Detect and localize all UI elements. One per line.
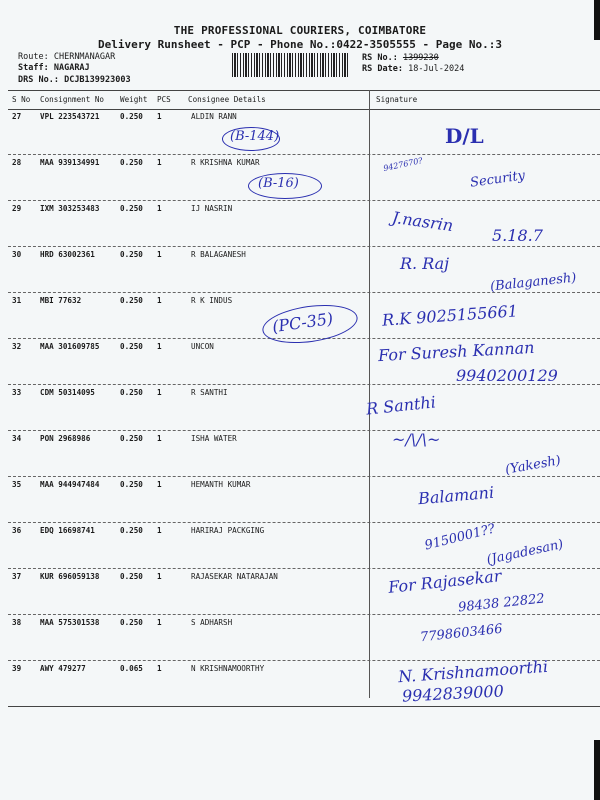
row-weight: 0.250 [120,388,143,397]
row-weight: 0.250 [120,618,143,627]
handwritten-note: For Suresh Kannan [377,337,535,366]
row-sno: 27 [12,112,22,121]
handwritten-note: (Yakesh) [504,453,562,478]
rs-date-line [362,64,464,74]
row-consignment: AWY 479277 [40,664,86,673]
row-consignee: R SANTHI [191,388,228,397]
handwritten-note: (Jagadesan) [485,537,565,568]
row-consignee: N KRISHNAMOORTHY [191,664,265,673]
row-weight: 0.065 [120,664,143,673]
row-pcs: 1 [157,388,162,397]
drs-label: DRS No.: [18,75,59,85]
table-row [8,384,600,431]
row-sno: 31 [12,296,22,305]
route-value: CHERNMANAGAR [53,52,116,62]
row-consignee: R KRISHNA KUMAR [191,158,260,167]
row-sno: 29 [12,204,22,213]
handwritten-note: (B-16) [258,176,299,191]
row-sno: 34 [12,434,22,443]
handwritten-signature: Balamani [417,482,495,509]
handwritten-note: D/L [445,124,484,148]
row-pcs: 1 [157,250,162,259]
document-subtitle: Delivery Runsheet - PCP - Phone No.:0422-3505555 - Page No.:3 [98,38,502,51]
handwritten-note: (Balaganesh) [489,270,578,295]
col-pcs: PCS [157,95,171,104]
handwritten-signature: R. Raj [400,254,450,273]
row-consignment: CDM 50314095 [40,388,95,397]
row-pcs: 1 [157,204,162,213]
row-consignment: IXM 303253483 [40,204,100,213]
row-sno: 39 [12,664,22,673]
col-consignment: Consignment No [40,95,105,104]
row-sno: 28 [12,158,22,167]
col-signature: Signature [376,95,418,104]
row-consignee: S ADHARSH [191,618,233,627]
handwritten-signature: For Rajasekar [387,566,503,597]
handwritten-note: 9942839000 [401,681,505,706]
row-consignee: HARIRAJ PACKGING [191,526,265,535]
row-weight: 0.250 [120,342,143,351]
barcode [232,53,350,77]
scan-edge [594,740,600,800]
row-pcs: 1 [157,480,162,489]
drs-value: DCJB139923003 [64,75,131,85]
row-consignee: UNCON [191,342,214,351]
staff-value: NAGARAJ [53,63,90,73]
route-line [18,52,115,62]
row-weight: 0.250 [120,572,143,581]
staff-label: Staff: [18,63,49,73]
handwritten-note: (PC-35) [270,308,335,337]
row-consignment: MBI 77632 [40,296,82,305]
handwritten-signature: R Santhi [365,392,437,419]
row-sno: 30 [12,250,22,259]
row-pcs: 1 [157,158,162,167]
table-row [8,614,600,661]
row-pcs: 1 [157,664,162,673]
handwritten-signature: ~/\/\~ [392,430,441,449]
row-weight: 0.250 [120,112,143,121]
table-row [8,476,600,523]
rs-no-line [362,53,439,63]
row-sno: 35 [12,480,22,489]
row-sno: 36 [12,526,22,535]
row-consignment: MAA 944947484 [40,480,100,489]
col-sno: S No [12,95,31,104]
handwritten-signature: J.nasrin [390,207,455,236]
handwritten-note: 9427670? [382,155,424,174]
handwritten-signature: N. Krishnamoorthi [397,656,549,687]
row-pcs: 1 [157,434,162,443]
row-consignee: R BALAGANESH [191,250,246,259]
handwritten-note: 98438 22822 [457,591,546,616]
rs-no-label: RS No.: [362,53,398,63]
row-consignment: MAA 939134991 [40,158,100,167]
row-consignment: MAA 575301538 [40,618,100,627]
handwritten-note: 9940200129 [456,366,558,385]
table-header [8,90,600,110]
scan-edge [594,0,600,40]
handwritten-note: 9150001?? [423,521,497,554]
row-consignment: EDQ 16698741 [40,526,95,535]
row-consignment: HRD 63002361 [40,250,95,259]
handwritten-signature: Security [469,168,526,191]
col-consignee: Consignee Details [188,95,266,104]
route-label: Route: [18,52,49,62]
rs-date-label: RS Date: [362,64,403,74]
row-weight: 0.250 [120,434,143,443]
row-sno: 32 [12,342,22,351]
handwritten-note: (B-144) [230,129,280,144]
row-weight: 0.250 [120,158,143,167]
row-sno: 37 [12,572,22,581]
row-weight: 0.250 [120,480,143,489]
row-consignment: VPL 223543721 [40,112,100,121]
document-title: THE PROFESSIONAL COURIERS, COIMBATORE [173,24,427,37]
row-sno: 33 [12,388,22,397]
row-consignment: PON 2968986 [40,434,91,443]
row-weight: 0.250 [120,296,143,305]
signature-divider [369,90,370,698]
row-consignee: HEMANTH KUMAR [191,480,251,489]
handwritten-note: 7798603466 [419,621,504,646]
row-consignee: RAJASEKAR NATARAJAN [191,572,278,581]
row-pcs: 1 [157,572,162,581]
row-pcs: 1 [157,618,162,627]
row-consignee: ISHA WATER [191,434,237,443]
row-pcs: 1 [157,296,162,305]
handwritten-note: 5.18.7 [492,226,543,245]
table-row [8,108,600,155]
row-pcs: 1 [157,526,162,535]
row-consignment: KUR 696059138 [40,572,100,581]
rs-no-value: 1399230 [402,53,439,63]
row-pcs: 1 [157,112,162,121]
row-weight: 0.250 [120,526,143,535]
rs-date-value: 18-Jul-2024 [408,64,465,74]
row-consignee: R K INDUS [191,296,233,305]
row-weight: 0.250 [120,250,143,259]
handwritten-note: R.K 9025155661 [381,301,519,330]
row-weight: 0.250 [120,204,143,213]
staff-line [18,63,90,73]
row-pcs: 1 [157,342,162,351]
row-consignee: ALDIN RANN [191,112,237,121]
col-weight: Weight [120,95,148,104]
row-consignee: IJ NASRIN [191,204,233,213]
drs-line [18,75,131,85]
row-sno: 38 [12,618,22,627]
row-consignment: MAA 301609785 [40,342,100,351]
